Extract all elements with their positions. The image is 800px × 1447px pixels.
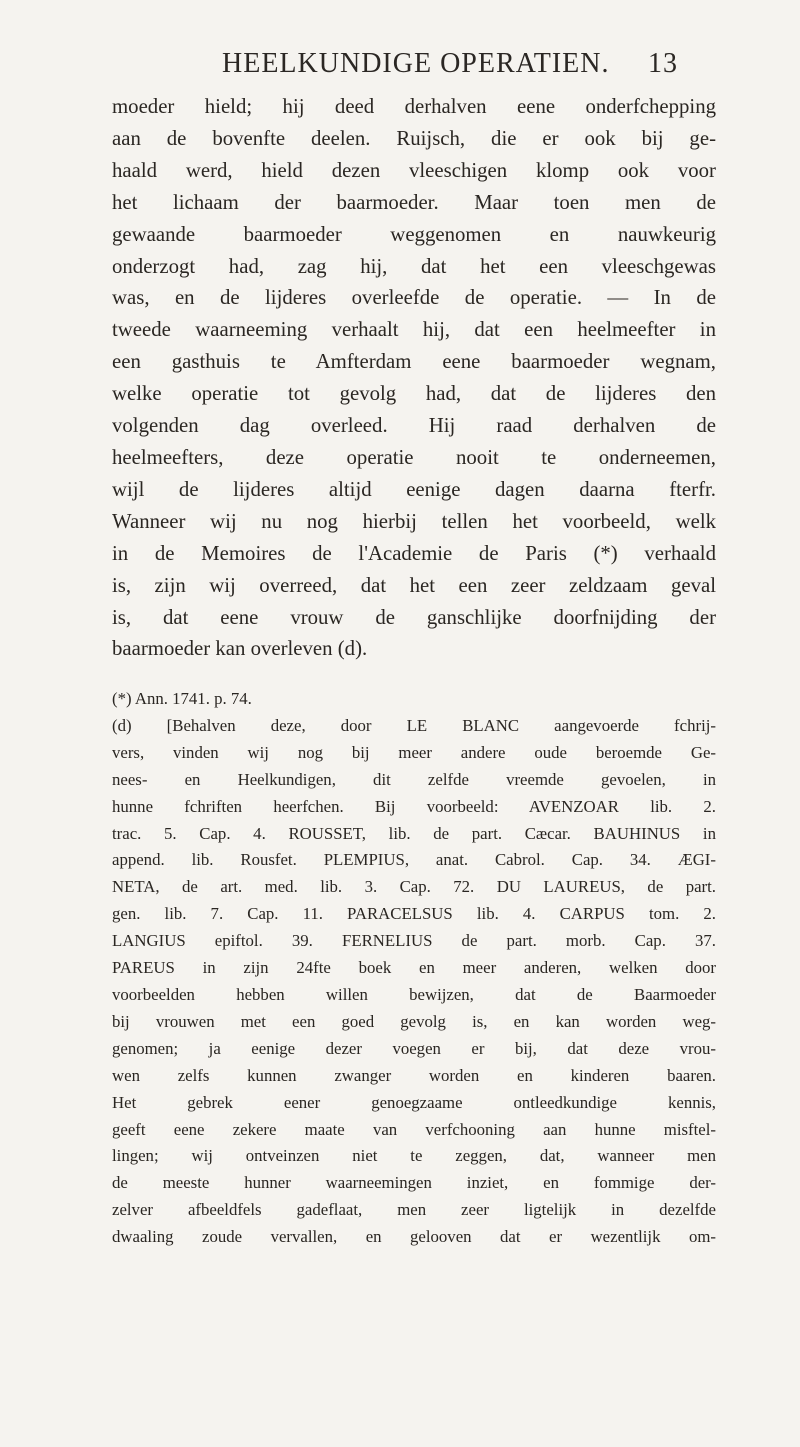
footnote-line: bij vrouwen met een goed gevolg is, en kan worden weg- (112, 1011, 716, 1031)
footnote-line: voorbeelden hebben willen bewijzen, dat de Baarmoeder (112, 984, 716, 1004)
text-line: moeder hield; hij deed derhalven eene onderfchepping (112, 95, 716, 118)
footnote-line: PAREUS in zijn 24fte boek en meer anderen, welken door (112, 958, 716, 978)
text-line: in de Memoires de l'Academie de Paris (*) verhaald (112, 541, 716, 565)
text-line: onderzogt had, zag hij, dat het een vleeschgewas (112, 254, 716, 278)
footnote-line: genomen; ja eenige dezer voegen er bij, dat deze vrou- (112, 1038, 716, 1058)
footnote-line: de meeste hunner waarneemingen inziet, en fommige der- (112, 1173, 716, 1193)
footnote-line: (*) Ann. 1741. p. 74. (112, 689, 252, 708)
footnote-line: dwaaling zoude vervallen, en gelooven dat er wezentlijk om- (112, 1227, 716, 1247)
text-line: een gasthuis te Amfterdam eene baarmoeder wegnam, (112, 350, 716, 374)
footnotes (112, 686, 716, 1251)
footnote-line: NETA, de art. med. lib. 3. Cap. 72. DU LAUREUS, de part. (112, 877, 716, 897)
text-line: baarmoeder kan overleven (d). (112, 637, 368, 661)
text-line: aan de bovenfte deelen. Ruijsch, die er ook bij ge- (112, 126, 716, 150)
footnote-line: Het gebrek eener genoegzaame ontleedkundige kennis, (112, 1092, 716, 1112)
footnote-line: gen. lib. 7. Cap. 11. PARACELSUS lib. 4. CARPUS tom. 2. (112, 904, 716, 924)
footnote-line: geeft eene zekere maate van verfchooning aan hunne misftel- (112, 1119, 716, 1139)
text-line: is, zijn wij overreed, dat het een zeer zeldzaam geval (112, 573, 716, 597)
footnote-line: append. lib. Rousfet. PLEMPIUS, anat. Cabrol. Cap. 34. ÆGI- (112, 850, 716, 870)
text-line: Wanneer wij nu nog hierbij tellen het voorbeeld, welk (112, 509, 716, 533)
text-line: het lichaam der baarmoeder. Maar toen men de (112, 190, 716, 214)
footnote-line: nees- en Heelkundigen, dit zelfde vreemde gevoelen, in (112, 769, 716, 789)
footnote-line: lingen; wij ontveinzen niet te zeggen, dat, wanneer men (112, 1146, 716, 1166)
footnote-line: (d) [Behalven deze, door LE BLANC aangevoerde fchrij- (112, 715, 716, 735)
text-line: welke operatie tot gevolg had, dat de lijderes den (112, 382, 716, 406)
text-line: wijl de lijderes altijd eenige dagen daarna fterfr. (112, 477, 716, 501)
text-line: tweede waarneeming verhaalt hij, dat een heelmeefter in (112, 318, 716, 342)
footnote-line: vers, vinden wij nog bij meer andere oude beroemde Ge- (112, 742, 716, 762)
footnote-line: zelver afbeeldfels gadeflaat, men zeer ligtelijk in dezelfde (112, 1200, 716, 1220)
text-line: haald werd, hield dezen vleeschigen klomp ook voor (112, 158, 716, 182)
footnote-line: hunne fchriften heerfchen. Bij voorbeeld: AVENZOAR lib. 2. (112, 796, 716, 816)
running-title: HEELKUNDIGE OPERATIEN. (222, 48, 610, 79)
main-text (112, 91, 716, 665)
footnote-line: wen zelfs kunnen zwanger worden en kinderen baaren. (112, 1065, 716, 1085)
page-number: 13 (648, 48, 678, 79)
text-line: volgenden dag overleed. Hij raad derhalven de (112, 414, 716, 438)
text-line: heelmeefters, deze operatie nooit te onderneemen, (112, 445, 716, 469)
footnote-line: LANGIUS epiftol. 39. FERNELIUS de part. morb. Cap. 37. (112, 931, 716, 951)
text-line: was, en de lijderes overleefde de operatie. — In de (112, 286, 716, 310)
footnote-line: trac. 5. Cap. 4. ROUSSET, lib. de part. Cæcar. BAUHINUS in (112, 823, 716, 843)
text-line: is, dat eene vrouw de ganschlijke doorfnijding der (112, 605, 716, 629)
text-line: gewaande baarmoeder weggenomen en nauwkeurig (112, 222, 716, 246)
